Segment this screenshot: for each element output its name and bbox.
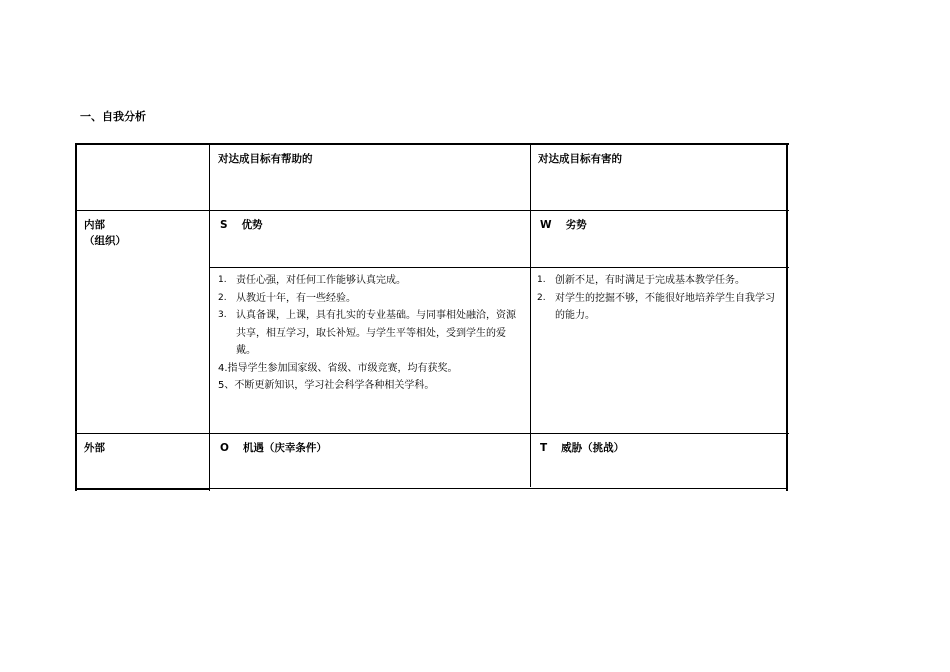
- t-letter: T: [540, 442, 548, 454]
- internal-label-line1: 内部: [84, 219, 105, 231]
- row-divider-2: [209, 267, 789, 268]
- section-heading: 一、自我分析: [80, 110, 146, 123]
- external-label: 外部: [84, 442, 105, 454]
- col-divider-1: [209, 143, 210, 491]
- header-harmful: 对达成目标有害的: [538, 153, 622, 165]
- internal-label-line2: （组织）: [84, 235, 126, 247]
- t-label: 威胁（挑战）: [561, 442, 625, 454]
- strengths-list-cell: [218, 272, 524, 395]
- s-label: 优势: [241, 219, 263, 231]
- strengths-list: [218, 272, 524, 395]
- weaknesses-header: [540, 217, 587, 233]
- col-divider-2: [530, 143, 531, 487]
- weaknesses-list-cell: [537, 272, 783, 325]
- w-label: 劣势: [565, 219, 587, 231]
- list-item: 2. 对学生的挖掘不够，不能很好地培养学生自我学习的能力。: [537, 292, 775, 321]
- w-letter: W: [540, 219, 552, 231]
- header-helpful: 对达成目标有帮助的: [218, 153, 313, 165]
- swot-table: [75, 143, 789, 491]
- list-item: 3. 认真备课，上课，具有扎实的专业基础。与同事相处融洽，资源共享，相互学习，取长补短。与学生平等相处，受到学生的爱戴。: [218, 310, 516, 356]
- row-divider-3: [75, 433, 789, 434]
- table-right-border: [786, 143, 788, 491]
- o-letter: O: [220, 442, 229, 454]
- o-label: 机遇（庆幸条件）: [242, 442, 327, 454]
- internal-label: [84, 217, 126, 249]
- list-item: 2. 从教近十年，有一些经验。: [218, 292, 356, 304]
- list-item: 5、不断更新知识，学习社会科学各种相关学科。: [218, 380, 435, 391]
- table-left-border: [75, 143, 77, 491]
- list-item: 1. 责任心强，对任何工作能够认真完成。: [218, 275, 406, 286]
- row-divider-1: [75, 210, 789, 211]
- threats-header: [540, 440, 624, 456]
- list-item: 1. 创新不足，有时满足于完成基本教学任务。: [537, 275, 745, 286]
- opportunities-header: [220, 440, 327, 456]
- list-item: 4.指导学生参加国家级、省级、市级竞赛，均有获奖。: [218, 362, 458, 374]
- table-bottom-border-right: [209, 488, 788, 489]
- table-bottom-border-left: [75, 488, 209, 490]
- s-letter: S: [220, 219, 228, 231]
- table-top-border: [75, 143, 789, 145]
- strengths-header: [220, 217, 263, 233]
- weaknesses-list: [537, 272, 783, 325]
